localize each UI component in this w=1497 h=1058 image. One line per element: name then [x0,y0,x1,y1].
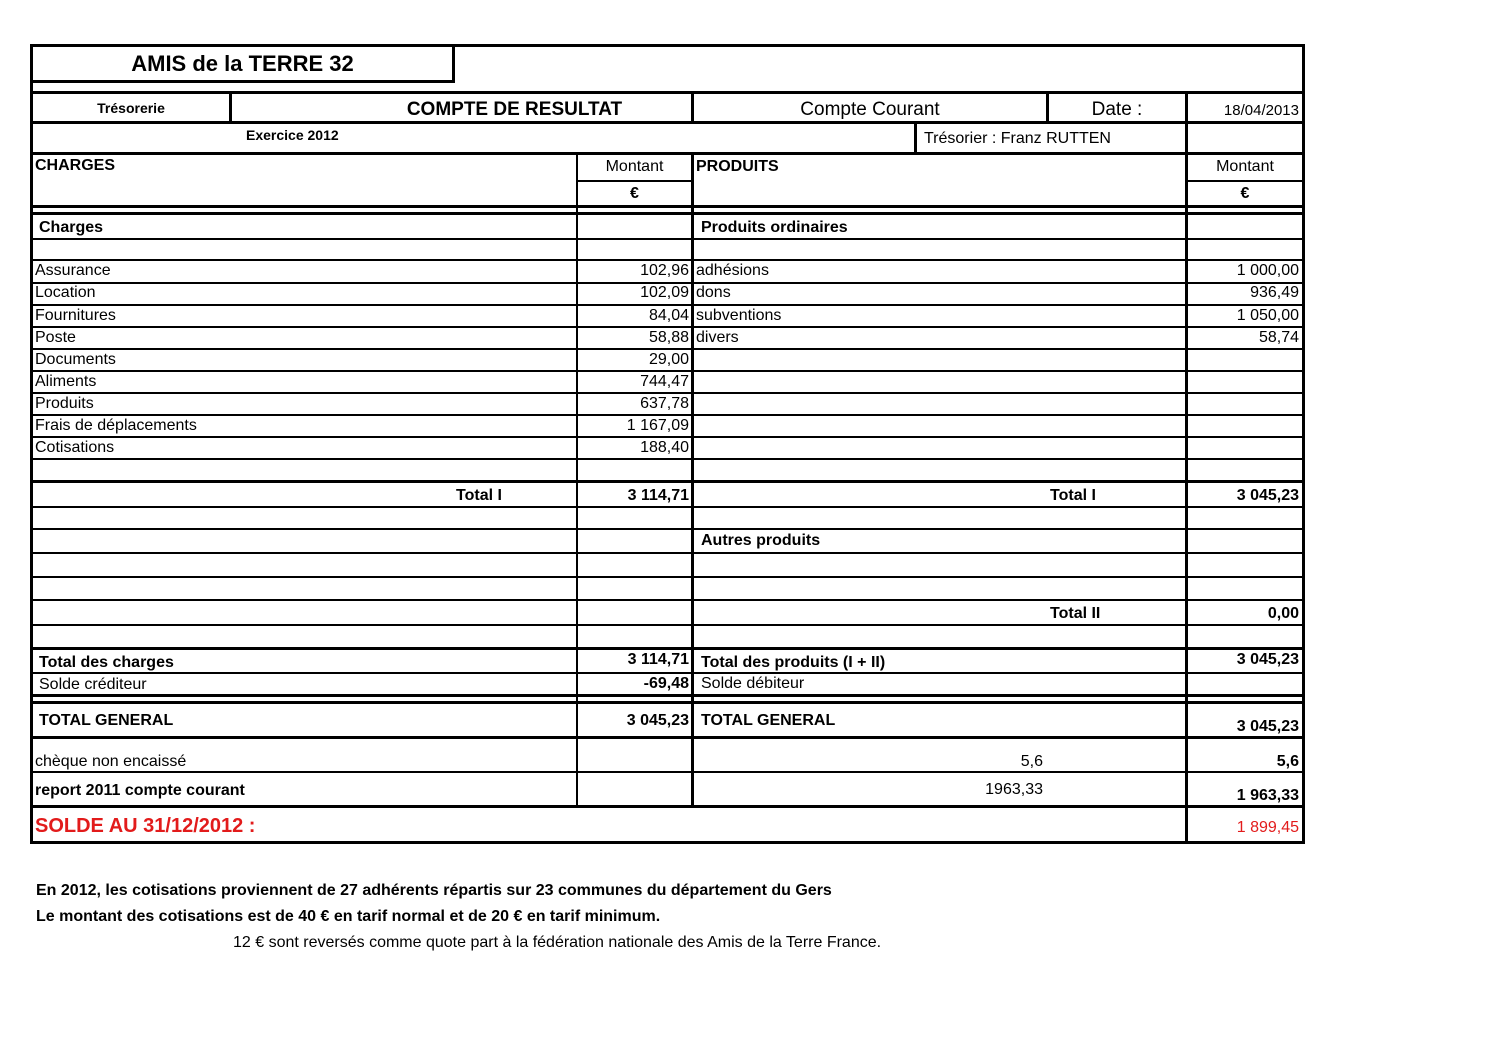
grid-line [30,392,1305,394]
grid-line [30,599,1305,601]
grid-line [30,348,1305,350]
grid-line [30,736,1305,739]
org-name: AMIS de la TERRE 32 [131,51,354,76]
produit-amount: 1 050,00 [1236,307,1299,324]
total-general-produits-label: TOTAL GENERAL [701,712,836,729]
charge-label: Produits [35,395,94,412]
note-line: Le montant des cotisations est de 40 € en tarif normal et de 20 € en tarif minimum. [36,908,661,925]
grid-line [30,672,1305,674]
charge-label: Fournitures [35,307,116,324]
note-line: En 2012, les cotisations proviennent de 27 adhérents répartis sur 23 communes du département du Gers [36,882,832,899]
total-charges-value: 3 114,71 [627,651,689,668]
charges-header: CHARGES [35,157,116,174]
autres-produits-title: Autres produits [701,532,821,549]
produits-total-label: Total I [1050,487,1096,504]
total-general-charges-value: 3 045,23 [626,712,689,729]
charge-label: Poste [35,329,76,346]
grid-line [30,121,1305,124]
charge-label: Location [35,284,96,301]
grid-line [30,414,1305,416]
produits-header: PRODUITS [696,158,779,175]
tresorier-name: Trésorier : Franz RUTTEN [924,130,1111,147]
grid-line [30,80,455,83]
grid-line [576,180,693,182]
report-label: report 2011 compte courant [35,782,245,799]
charges-total-value: 3 114,71 [627,487,689,504]
charge-amount: 188,40 [640,439,689,456]
grid-line [30,259,1305,261]
total-produits-label: Total des produits (I + II) [701,654,886,671]
produits-total-value: 3 045,23 [1236,487,1299,504]
report-mid-value: 1963,33 [985,781,1043,798]
charge-label: Cotisations [35,439,115,456]
produits-currency: € [1240,185,1250,202]
grid-line [30,552,1305,554]
charge-label: Frais de déplacements [35,417,197,434]
produit-label: subventions [696,307,782,324]
produit-amount: 1 000,00 [1236,262,1299,279]
charge-amount: 637,78 [640,395,689,412]
grid-line [30,506,1305,508]
solde-crediteur-value: -69,48 [643,675,689,692]
charge-label: Assurance [35,262,111,279]
total-general-produits-value: 3 045,23 [1236,718,1299,735]
tresorerie-label: Trésorerie [97,100,165,116]
total-general-charges-label: TOTAL GENERAL [39,712,174,729]
grid-line [30,326,1305,328]
grid-line [30,528,1305,530]
grid-line [30,152,1305,155]
cheque-mid-value: 5,6 [1020,753,1043,770]
grid-line [1187,180,1305,182]
grid-line [30,624,1305,626]
charges-montant-header: Montant [605,158,664,175]
grid-line [914,124,917,154]
grid-line [30,771,1305,773]
grid-line [452,44,455,83]
grid-line [30,238,1305,240]
charge-label: Aliments [35,373,97,390]
grid-line [30,91,1305,94]
note-line: 12 € sont reversés comme quote part à la fédération nationale des Amis de la Terre France. [233,934,882,951]
charge-amount: 744,47 [640,373,689,390]
date-value: 18/04/2013 [1223,102,1299,119]
grid-line [30,370,1305,372]
charges-total-label: Total I [456,487,502,504]
charge-amount: 84,04 [648,307,689,324]
produits-total2-value: 0,00 [1267,605,1299,622]
grid-line [30,458,1305,460]
cheque-label: chèque non encaissé [35,753,187,770]
grid-line [30,805,1305,808]
charge-amount: 102,96 [640,262,689,279]
produit-label: adhésions [696,262,769,279]
grid-line [30,436,1305,438]
produits-total2-label: Total II [1050,605,1101,622]
solde-debiteur-label: Solde débiteur [701,675,805,692]
charges-section-title: Charges [39,219,104,236]
solde-label: SOLDE AU 31/12/2012 : [35,815,256,837]
cheque-value: 5,6 [1276,753,1299,770]
charges-currency: € [630,185,639,202]
grid-line [30,701,1305,704]
produit-label: dons [696,284,731,301]
charge-amount: 102,09 [640,284,689,301]
produits-montant-header: Montant [1216,158,1274,175]
produit-label: divers [696,329,739,346]
account-name: Compte Courant [800,99,940,120]
grid-line [30,480,1305,483]
grid-line [30,647,1305,650]
charge-amount: 29,00 [648,351,689,368]
grid-line [30,205,1305,208]
solde-crediteur-label: Solde créditeur [39,676,147,693]
grid-line [30,694,1305,697]
grid-line [30,212,1305,215]
solde-value: 1 899,45 [1236,819,1299,836]
page-title: COMPTE DE RESULTAT [406,99,623,120]
charge-amount: 58,88 [648,329,689,346]
produit-amount: 936,49 [1250,284,1299,301]
produit-amount: 58,74 [1258,329,1299,346]
report-value: 1 963,33 [1236,787,1299,804]
exercice-label: Exercice 2012 [246,127,339,143]
date-label: Date : [1091,99,1143,120]
grid-line [30,576,1305,578]
charge-amount: 1 167,09 [626,417,689,434]
total-produits-value: 3 045,23 [1236,651,1299,668]
grid-line [30,304,1305,306]
total-charges-label: Total des charges [39,654,174,671]
charge-label: Documents [35,351,116,368]
produits-section-title: Produits ordinaires [701,219,848,236]
